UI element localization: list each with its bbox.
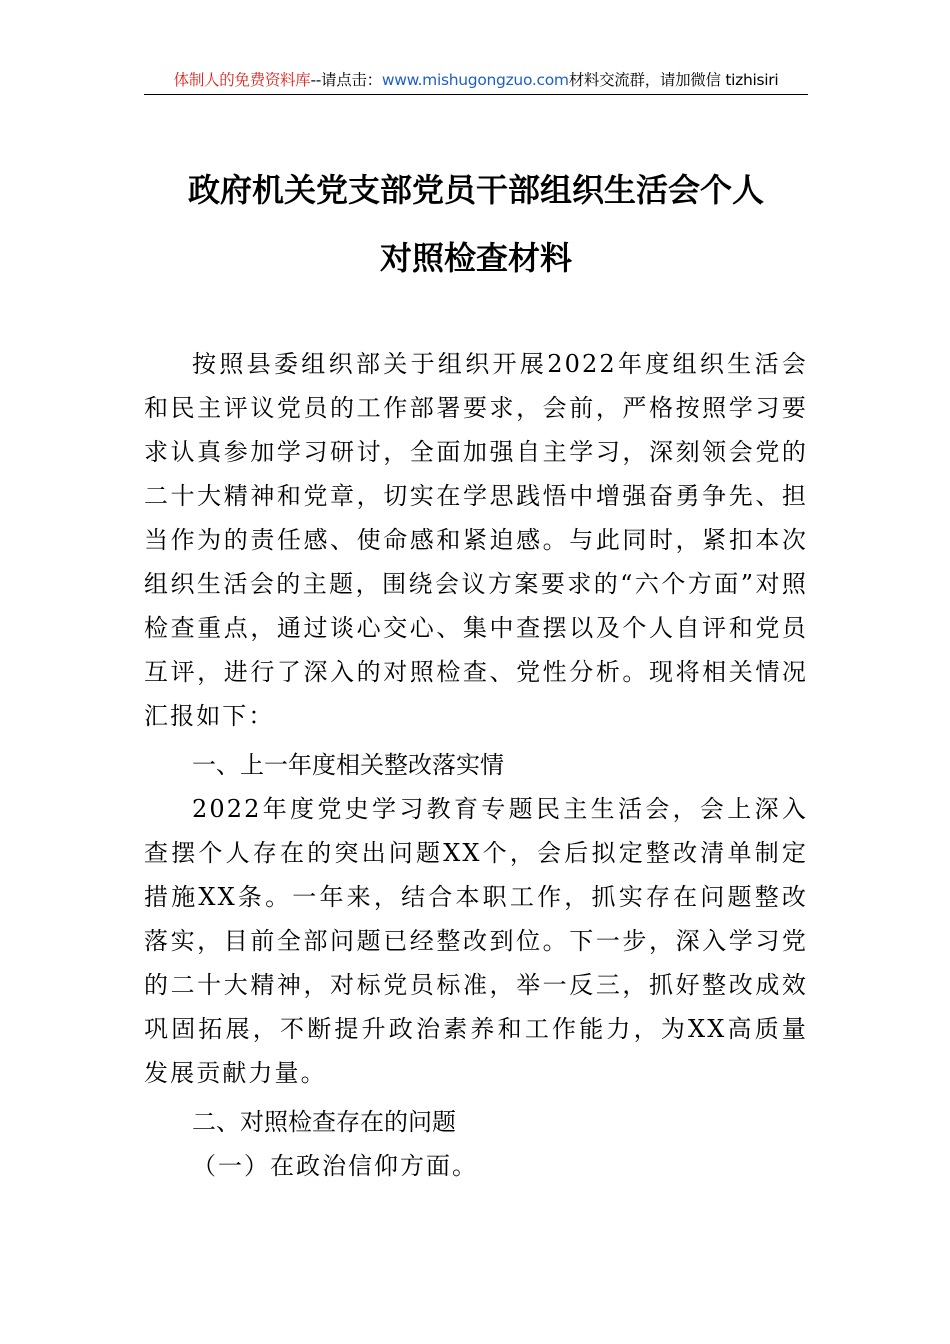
section-1-paragraph: 2022年度党史学习教育专题民主生活会，会上深入查摆个人存在的突出问题XX个，会后拟定整改清单制定措施XX条。一年来，结合本职工作，抓实存在问题整改落实，目前全部问题已经整改到位。下一步，深入学习党的二十大精神，对标党员标准，举一反三，抓好整改成效巩固拓展，不断提升政治素养和工作能力，为XX高质量发展贡献力量。 (144, 795, 808, 1087)
page-header (144, 66, 808, 95)
header-prompt: --请点击： (310, 71, 382, 89)
section-2-subheading-1: （一）在政治信仰方面。 (192, 1152, 478, 1180)
header-brand: 体制人的免费资料库 (173, 71, 311, 89)
document-title-line-1: 政府机关党支部党员干部组织生活会个人 (187, 171, 764, 209)
section-2-heading: 二、对照检查存在的问题 (192, 1108, 456, 1136)
header-tail: 材料交流群，请加微信 tizhisiri (568, 71, 779, 89)
header-link[interactable]: www.mishugongzuo.com (381, 71, 569, 89)
section-1-heading: 一、上一年度相关整改落实情 (192, 751, 504, 779)
intro-paragraph: 按照县委组织部关于组织开展2022年度组织生活会和民主评议党员的工作部署要求，会前，严格按照学习要求认真参加学习研讨，全面加强自主学习，深刻领会党的二十大精神和党章，切实在学思践悟中增强奋勇争先、担当作为的责任感、使命感和紧迫感。与此同时，紧扣本次组织生活会的主题，围绕会议方案要求的“六个方面”对照检查重点，通过谈心交心、集中查摆以及个人自评和党员互评，进行了深入的对照检查、党性分析。现将相关情况汇报如下： (144, 350, 808, 730)
document-title-line-2: 对照检查材料 (379, 239, 572, 277)
